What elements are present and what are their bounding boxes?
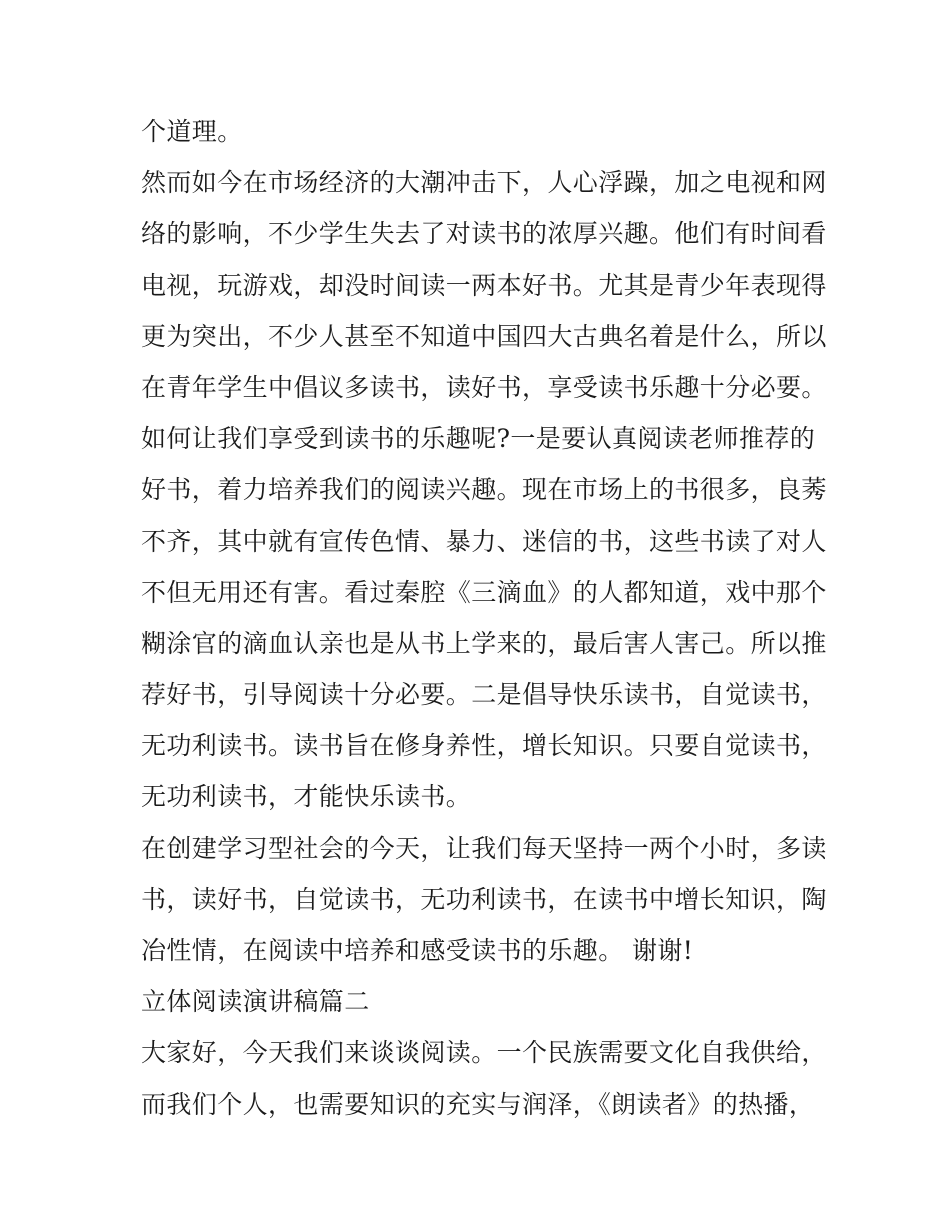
text-line: 个道理。 [141,117,243,146]
text-line: 如何让我们享受到读书的乐趣呢?一是要认真阅读老师推荐的 [141,424,816,454]
text-line: 电视，玩游戏，却没时间读一两本好书。尤其是青少年表现得 [141,270,827,300]
text-line: 不齐，其中就有宣传色情、暴力、迷信的书，这些书读了对人 [141,526,827,556]
text-line: 大家好，今天我们来谈谈阅读。一个民族需要文化自我供给， [141,1038,827,1068]
text-line: 而我们个人，也需要知识的充实与润泽，《朗读者》的热播， [141,1089,815,1119]
text-line: 在创建学习型社会的今天，让我们每天坚持一两个小时，多读 [141,833,827,863]
text-line: 书，读好书，自觉读书，无功利读书，在读书中增长知识，陶 [141,884,827,914]
text-line: 络的影响，不少学生失去了对读书的浓厚兴趣。他们有时间看 [141,219,827,249]
text-line: 在青年学生中倡议多读书，读好书，享受读书乐趣十分必要。 [141,372,827,402]
text-line: 好书，着力培养我们的阅读兴趣。现在市场上的书很多，良莠 [141,475,827,505]
text-line: 不但无用还有害。看过秦腔《三滴血》的人都知道，戏中那个 [141,577,827,607]
document-body [141,106,827,1130]
text-line: 冶性情，在阅读中培养和感受读书的乐趣。 谢谢! [141,936,694,965]
text-line: 无功利读书，才能快乐读书。 [141,782,472,812]
text-line: 荐好书，引导阅读十分必要。二是倡导快乐读书，自觉读书， [141,680,827,710]
section-heading: 立体阅读演讲稿篇二 [141,987,370,1017]
text-line: 糊涂官的滴血认亲也是从书上学来的，最后害人害己。所以推 [141,628,827,658]
text-line: 更为突出，不少人甚至不知道中国四大古典名着是什么，所以 [141,321,827,351]
text-line: 无功利读书。读书旨在修身养性，增长知识。只要自觉读书， [141,731,827,761]
text-line: 然而如今在市场经济的大潮冲击下，人心浮躁，加之电视和网 [141,168,827,198]
